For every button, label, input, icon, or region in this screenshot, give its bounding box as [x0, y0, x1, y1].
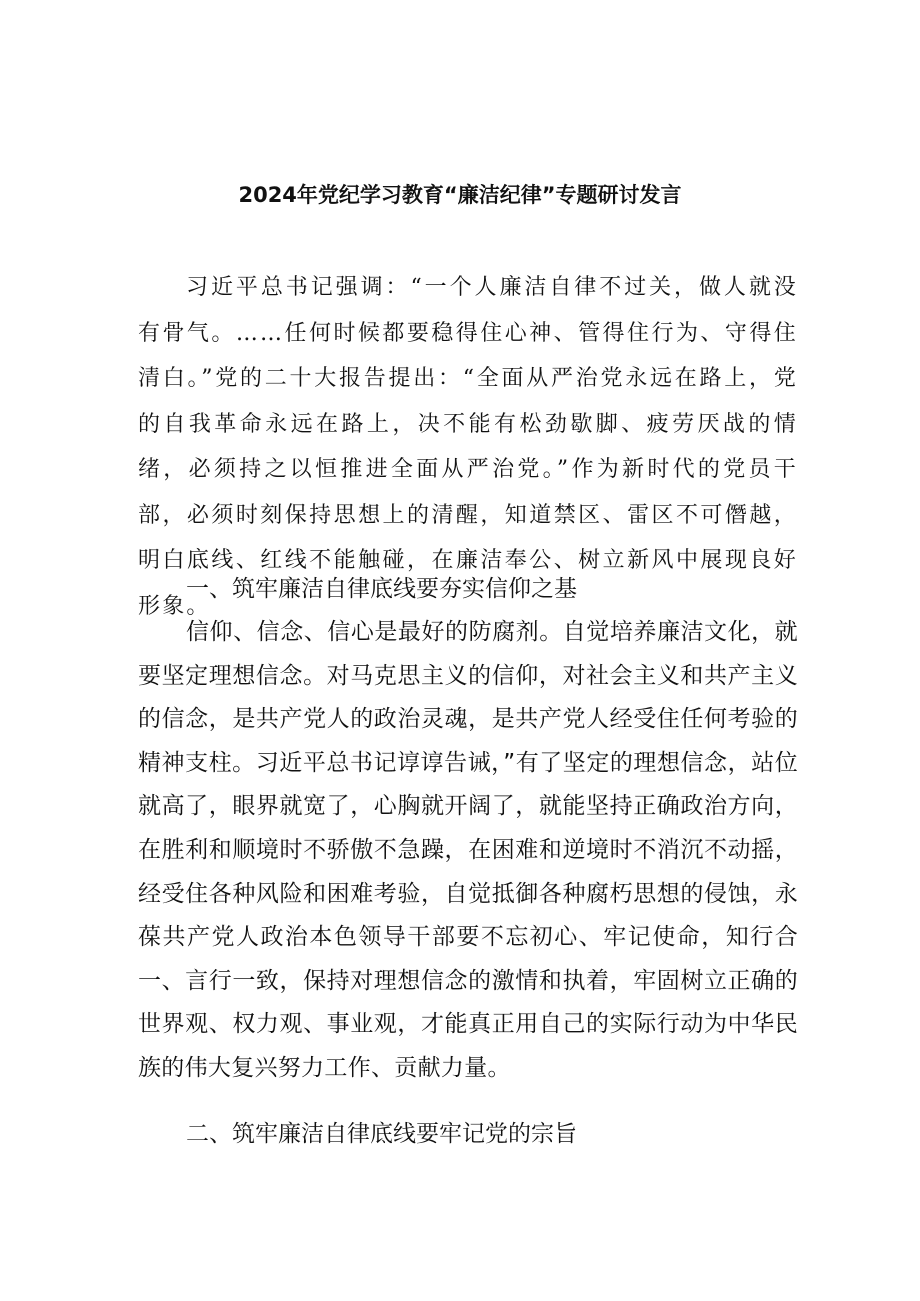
document-title: 2024年党纪学习教育“廉洁纪律”专题研讨发言: [238, 183, 682, 207]
intro-paragraph: 习近平总书记强调：“一个人廉洁自律不过关，做人就没有骨气。……任何时候都要稳得住心神、管得住行为、守得住清白。”党的二十大报告提出：“全面从严治党永远在路上，党的自我革命永远在路上，决不能有松劲歇脚、疲劳厌战的情绪，必须持之以恒推进全面从严治党。”作为新时代的党员干部，必须时刻保持思想上的清醒，知道禁区、雷区不可僭越，明白底线、红线不能触碰，在廉洁奉公、树立新风中展现良好形象。: [138, 275, 798, 619]
section-2-heading: 二、筑牢廉洁自律底线要牢记党的宗旨: [186, 1121, 577, 1147]
section-1-heading: 一、筑牢廉洁自律底线要夯实信仰之基: [186, 576, 577, 602]
section-1-paragraph: 信仰、信念、信心是最好的防腐剂。自觉培养廉洁文化，就要坚定理想信念。对马克思主义的信仰，对社会主义和共产主义的信念，是共产党人的政治灵魂，是共产党人经受住任何考验的精神支柱。习近平总书记谆谆告诫，”有了坚定的理想信念，站位就高了，眼界就宽了，心胸就开阔了，就能坚持正确政治方向，在胜利和顺境时不骄傲不急躁，在困难和逆境时不消沉不动摇，经受住各种风险和困难考验，自觉抵御各种腐朽思想的侵蚀，永葆共产党人政治本色领导干部要不忘初心、牢记使命，知行合一、言行一致，保持对理想信念的激情和执着，牢固树立正确的世界观、权力观、事业观，才能真正用自己的实际行动为中华民族的伟大复兴努力工作、贡献力量。: [138, 619, 798, 1081]
